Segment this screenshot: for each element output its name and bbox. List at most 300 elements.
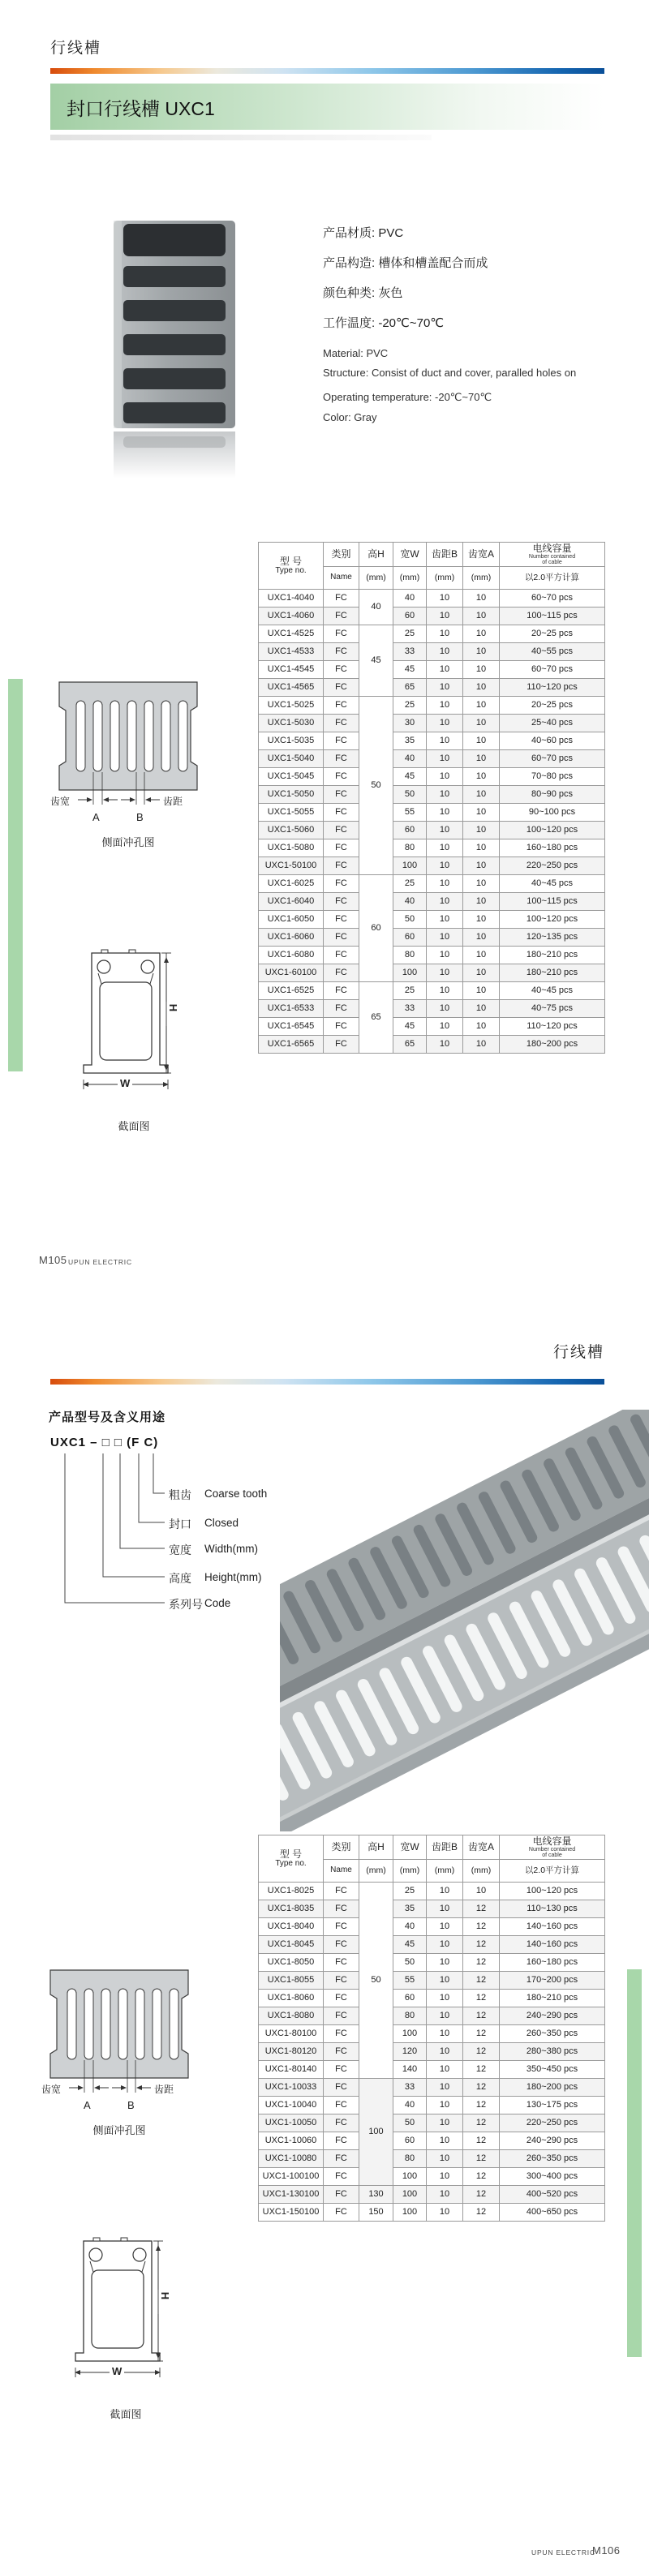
col-pitch: 齿距B [427,1835,463,1860]
width-cell: 33 [393,2079,427,2097]
type-no-cell: UXC1-4040 [259,590,324,608]
name-cell: FC [324,839,359,857]
pitch-cell: 10 [427,715,463,732]
type-no-cell: UXC1-5080 [259,839,324,857]
table-row [259,768,605,786]
capacity-cell: 100~115 pcs [500,893,605,911]
width-symbol: W [118,1077,132,1089]
capacity-cell: 80~90 pcs [500,786,605,804]
toothwidth-cell: 10 [463,679,500,697]
pitch-cell: 10 [427,768,463,786]
side-punch-diagram-1 [47,681,209,860]
table-row [259,1000,605,1018]
capacity-cell: 170~200 pcs [500,1972,605,1990]
capacity-cell: 100~120 pcs [500,911,605,929]
width-cell: 55 [393,1972,427,1990]
name-cell: FC [324,1883,359,1900]
width-cell: 140 [393,2061,427,2079]
name-cell: FC [324,893,359,911]
table-row [259,643,605,661]
toothwidth-cell: 10 [463,697,500,715]
height-cell: 40 [359,590,393,625]
type-no-cell: UXC1-6025 [259,875,324,893]
toothwidth-cell: 12 [463,2168,500,2186]
width-cell: 100 [393,2204,427,2222]
name-cell: FC [324,2150,359,2168]
col-height: 高H [359,543,393,567]
table-2-header [259,1835,605,1883]
table-row [259,893,605,911]
pitch-cell: 10 [427,2114,463,2132]
toothwidth-cell: 10 [463,839,500,857]
col-capacity-en2: of cable [542,1852,562,1858]
type-no-cell: UXC1-4565 [259,679,324,697]
col-toothwidth: 齿宽A [463,543,500,567]
page1-header: 行线槽 [50,40,102,57]
table-row [259,822,605,839]
unit-b: (mm) [427,567,463,590]
toothwidth-cell: 12 [463,1936,500,1954]
type-no-cell: UXC1-60100 [259,964,324,982]
cross-section-diagram-2 [69,2233,183,2432]
col-type [259,543,324,590]
table-row [259,1900,605,1918]
table-row [259,679,605,697]
name-cell: FC [324,697,359,715]
col-type-en: Type no. [275,565,307,575]
capacity-cell: 240~290 pcs [500,2007,605,2025]
name-cell: FC [324,2043,359,2061]
pitch-cell: 10 [427,911,463,929]
width-cell: 100 [393,2168,427,2186]
toothwidth-cell: 10 [463,822,500,839]
table-row [259,608,605,625]
table-row [259,1954,605,1972]
height-cell: 60 [359,875,393,982]
type-no-cell: UXC1-10080 [259,2150,324,2168]
capacity-cell: 180~210 pcs [500,1990,605,2007]
pitch-cell: 10 [427,2025,463,2043]
pitch-cell: 10 [427,750,463,768]
model-formula: UXC1 – □ □ (F C) [50,1436,159,1449]
name-cell: FC [324,1990,359,2007]
height-symbol: H [159,2291,172,2300]
toothwidth-cell: 10 [463,715,500,732]
spec-temp-en: Operating temperature: -20℃~70℃ [323,391,492,403]
type-no-cell: UXC1-5025 [259,697,324,715]
capacity-cell: 20~25 pcs [500,625,605,643]
col-type-en: Type no. [275,1858,307,1868]
name-cell: FC [324,625,359,643]
capacity-cell: 160~180 pcs [500,839,605,857]
type-no-cell: UXC1-6050 [259,911,324,929]
type-no-cell: UXC1-80120 [259,2043,324,2061]
width-cell: 65 [393,1036,427,1054]
page1-brand: UPUN ELECTRIC [68,1258,132,1266]
pitch-cell: 10 [427,1954,463,1972]
name-cell: FC [324,964,359,982]
width-cell: 33 [393,643,427,661]
pitch-cell: 10 [427,1000,463,1018]
capacity-cell: 90~100 pcs [500,804,605,822]
pitch-cell: 10 [427,857,463,875]
table-row [259,590,605,608]
spec-structure-cn: 产品构造: 槽体和槽盖配合而成 [323,256,488,270]
type-no-cell: UXC1-80100 [259,2025,324,2043]
toothwidth-cell: 12 [463,2007,500,2025]
width-cell: 35 [393,732,427,750]
width-cell: 40 [393,750,427,768]
type-no-cell: UXC1-4525 [259,625,324,643]
toothwidth-cell: 10 [463,750,500,768]
col-pitch: 齿距B [427,543,463,567]
name-cell: FC [324,822,359,839]
side-diagram-caption: 侧面冲孔图 [92,2124,146,2136]
table-1-body [259,590,605,1054]
capacity-cell: 140~160 pcs [500,1936,605,1954]
type-no-cell: UXC1-6545 [259,1018,324,1036]
pitch-cell: 10 [427,1900,463,1918]
name-cell: FC [324,857,359,875]
table-row [259,857,605,875]
legend-code-en: Code [204,1597,231,1609]
section-diagram-caption: 截面图 [110,2408,142,2420]
pitch-cell: 10 [427,1990,463,2007]
width-cell: 40 [393,2097,427,2114]
width-cell: 100 [393,857,427,875]
type-no-cell: UXC1-8035 [259,1900,324,1918]
table-row [259,786,605,804]
pitch-cell: 10 [427,2168,463,2186]
table-row [259,1918,605,1936]
tooth-width-symbol: A [84,2099,91,2111]
pitch-cell: 10 [427,2150,463,2168]
pitch-cell: 10 [427,608,463,625]
spec-structure-en: Structure: Consist of duct and cover, paralled holes on [323,367,577,379]
tooth-pitch-symbol: B [127,2099,135,2111]
name-cell: FC [324,2061,359,2079]
pitch-cell: 10 [427,2204,463,2222]
tooth-width-label: 齿宽 [41,2084,62,2095]
name-cell: FC [324,1900,359,1918]
table-row [259,2025,605,2043]
page2-brand: UPUN ELECTRIC [531,2548,595,2557]
pitch-cell: 10 [427,804,463,822]
pitch-cell: 10 [427,643,463,661]
col-name: 类别 [324,543,359,567]
toothwidth-cell: 10 [463,929,500,947]
capacity-cell: 300~400 pcs [500,2168,605,2186]
col-type-cn: 型 号 [279,1848,303,1860]
type-no-cell: UXC1-100100 [259,2168,324,2186]
capacity-cell: 140~160 pcs [500,1918,605,1936]
pitch-cell: 10 [427,732,463,750]
title-shadow [50,135,432,140]
table-1-header [259,543,605,590]
name-cell: FC [324,2132,359,2150]
side-punch-drawing [38,1969,200,2099]
table-row [259,1972,605,1990]
toothwidth-cell: 12 [463,1990,500,2007]
width-cell: 45 [393,661,427,679]
legend-coarse-cn: 粗齿 [169,1488,191,1501]
width-cell: 60 [393,929,427,947]
type-no-cell: UXC1-5030 [259,715,324,732]
type-no-cell: UXC1-10040 [259,2097,324,2114]
table-row [259,697,605,715]
toothwidth-cell: 10 [463,857,500,875]
width-cell: 80 [393,2150,427,2168]
col-type-cn: 型 号 [279,555,303,567]
height-cell: 50 [359,697,393,875]
name-cell: FC [324,608,359,625]
col-height: 高H [359,1835,393,1860]
pitch-cell: 10 [427,679,463,697]
name-cell: FC [324,2025,359,2043]
col-type [259,1835,324,1883]
pitch-cell: 10 [427,2043,463,2061]
model-code-tree [50,1452,180,1614]
spec-color-en: Color: Gray [323,411,377,423]
type-no-cell: UXC1-6565 [259,1036,324,1054]
col-capacity-cn: 电线容量 [532,543,572,555]
pitch-cell: 10 [427,1972,463,1990]
type-no-cell: UXC1-6525 [259,982,324,1000]
table-row [259,2079,605,2097]
col-name-en: Name [324,567,359,590]
width-cell: 45 [393,768,427,786]
col-capacity [500,543,605,567]
cross-section-drawing [69,2233,183,2391]
width-cell: 35 [393,1900,427,1918]
capacity-cell: 40~60 pcs [500,732,605,750]
type-no-cell: UXC1-10060 [259,2132,324,2150]
spec-material-cn: 产品材质: PVC [323,226,404,240]
page1-number: M105 [39,1254,67,1266]
name-cell: FC [324,786,359,804]
type-no-cell: UXC1-5050 [259,786,324,804]
table-row [259,947,605,964]
table-row [259,2114,605,2132]
spec-temp-cn: 工作温度: -20℃~70℃ [323,316,445,330]
table-row [259,1036,605,1054]
toothwidth-cell: 12 [463,2079,500,2097]
capacity-cell: 400~520 pcs [500,2186,605,2204]
toothwidth-cell: 12 [463,1918,500,1936]
capacity-cell: 100~120 pcs [500,822,605,839]
name-cell: FC [324,732,359,750]
height-cell: 150 [359,2204,393,2222]
toothwidth-cell: 10 [463,875,500,893]
pitch-cell: 10 [427,982,463,1000]
pitch-cell: 10 [427,786,463,804]
name-cell: FC [324,1954,359,1972]
width-cell: 120 [393,2043,427,2061]
pitch-cell: 10 [427,2097,463,2114]
toothwidth-cell: 12 [463,1900,500,1918]
table-row [259,929,605,947]
toothwidth-cell: 10 [463,643,500,661]
table-row [259,2150,605,2168]
capacity-cell: 220~250 pcs [500,857,605,875]
toothwidth-cell: 12 [463,2186,500,2204]
capacity-cell: 20~25 pcs [500,697,605,715]
type-no-cell: UXC1-8045 [259,1936,324,1954]
duct-photo-illustration [96,219,250,487]
page1-title: 封口行线槽 UXC1 [67,98,215,119]
green-accent-bar-right [627,1969,642,2357]
name-cell: FC [324,750,359,768]
capacity-cell: 110~120 pcs [500,679,605,697]
width-cell: 45 [393,1018,427,1036]
type-no-cell: UXC1-130100 [259,2186,324,2204]
capacity-cell: 110~120 pcs [500,1018,605,1036]
capacity-cell: 60~70 pcs [500,590,605,608]
toothwidth-cell: 10 [463,947,500,964]
type-no-cell: UXC1-4060 [259,608,324,625]
table-row [259,1018,605,1036]
toothwidth-cell: 10 [463,911,500,929]
capacity-cell: 180~200 pcs [500,2079,605,2097]
width-cell: 80 [393,2007,427,2025]
name-cell: FC [324,1036,359,1054]
width-cell: 25 [393,1883,427,1900]
type-no-cell: UXC1-10050 [259,2114,324,2132]
capacity-cell: 280~380 pcs [500,2043,605,2061]
size-table-2 [258,1835,605,2222]
capacity-cell: 40~75 pcs [500,1000,605,1018]
legend-closed-en: Closed [204,1517,239,1529]
name-cell: FC [324,679,359,697]
name-cell: FC [324,2079,359,2097]
toothwidth-cell: 12 [463,2025,500,2043]
legend-code-cn: 系列号 [169,1598,203,1611]
width-cell: 60 [393,608,427,625]
type-no-cell: UXC1-50100 [259,857,324,875]
width-cell: 60 [393,822,427,839]
toothwidth-cell: 10 [463,804,500,822]
toothwidth-cell: 12 [463,2150,500,2168]
width-cell: 80 [393,839,427,857]
capacity-cell: 160~180 pcs [500,1954,605,1972]
capacity-cell: 100~115 pcs [500,608,605,625]
col-width: 宽W [393,543,427,567]
pitch-cell: 10 [427,1018,463,1036]
width-cell: 40 [393,590,427,608]
duct-perspective-illustration [280,1410,649,1831]
width-cell: 80 [393,947,427,964]
name-cell: FC [324,2097,359,2114]
toothwidth-cell: 12 [463,1972,500,1990]
legend-height-cn: 高度 [169,1572,191,1585]
width-cell: 65 [393,679,427,697]
name-cell: FC [324,661,359,679]
capacity-cell: 350~450 pcs [500,2061,605,2079]
type-no-cell: UXC1-8060 [259,1990,324,2007]
table-row [259,804,605,822]
width-cell: 25 [393,697,427,715]
pitch-cell: 10 [427,2061,463,2079]
section-diagram-caption: 截面图 [118,1120,150,1132]
table-row [259,2097,605,2114]
toothwidth-cell: 10 [463,1018,500,1036]
unit-h: (mm) [359,567,393,590]
legend-width-cn: 宽度 [169,1543,191,1556]
name-cell: FC [324,947,359,964]
type-no-cell: UXC1-5045 [259,768,324,786]
pitch-cell: 10 [427,2132,463,2150]
name-cell: FC [324,2168,359,2186]
toothwidth-cell: 10 [463,661,500,679]
table-row [259,2007,605,2025]
legend-width-en: Width(mm) [204,1543,258,1555]
toothwidth-cell: 10 [463,893,500,911]
name-cell: FC [324,911,359,929]
pitch-cell: 10 [427,875,463,893]
table-row [259,2204,605,2222]
height-cell: 45 [359,625,393,697]
width-cell: 25 [393,982,427,1000]
table-row [259,750,605,768]
toothwidth-cell: 10 [463,786,500,804]
unit-h: (mm) [359,1860,393,1883]
tooth-pitch-symbol: B [136,811,144,823]
capacity-cell: 25~40 pcs [500,715,605,732]
table-row [259,2168,605,2186]
capacity-cell: 240~290 pcs [500,2132,605,2150]
type-no-cell: UXC1-6040 [259,893,324,911]
capacity-cell: 40~45 pcs [500,982,605,1000]
tooth-pitch-label: 齿距 [163,796,183,807]
pitch-cell: 10 [427,1936,463,1954]
capacity-cell: 180~210 pcs [500,964,605,982]
toothwidth-cell: 10 [463,1883,500,1900]
type-no-cell: UXC1-4545 [259,661,324,679]
unit-a: (mm) [463,567,500,590]
capacity-cell: 180~200 pcs [500,1036,605,1054]
page2-number: M106 [592,2544,621,2557]
name-cell: FC [324,715,359,732]
width-cell: 100 [393,2186,427,2204]
spec-material-en: Material: PVC [323,347,389,359]
pitch-cell: 10 [427,947,463,964]
tooth-width-symbol: A [92,811,100,823]
side-punch-drawing [47,681,209,811]
toothwidth-cell: 10 [463,608,500,625]
name-cell: FC [324,2007,359,2025]
capacity-cell: 180~210 pcs [500,947,605,964]
pitch-cell: 10 [427,590,463,608]
toothwidth-cell: 12 [463,2097,500,2114]
table-row [259,1936,605,1954]
product-photo-1 [96,219,250,487]
capacity-cell: 60~70 pcs [500,750,605,768]
page2-header: 行线槽 [552,1344,604,1361]
type-no-cell: UXC1-8025 [259,1883,324,1900]
table-row [259,2061,605,2079]
height-cell: 100 [359,2079,393,2186]
table-row [259,1883,605,1900]
capacity-cell: 260~350 pcs [500,2025,605,2043]
table-row [259,2132,605,2150]
width-cell: 60 [393,1990,427,2007]
unit-a: (mm) [463,1860,500,1883]
toothwidth-cell: 12 [463,2204,500,2222]
pitch-cell: 10 [427,1883,463,1900]
width-symbol: W [110,2365,124,2377]
name-cell: FC [324,1918,359,1936]
pitch-cell: 10 [427,964,463,982]
